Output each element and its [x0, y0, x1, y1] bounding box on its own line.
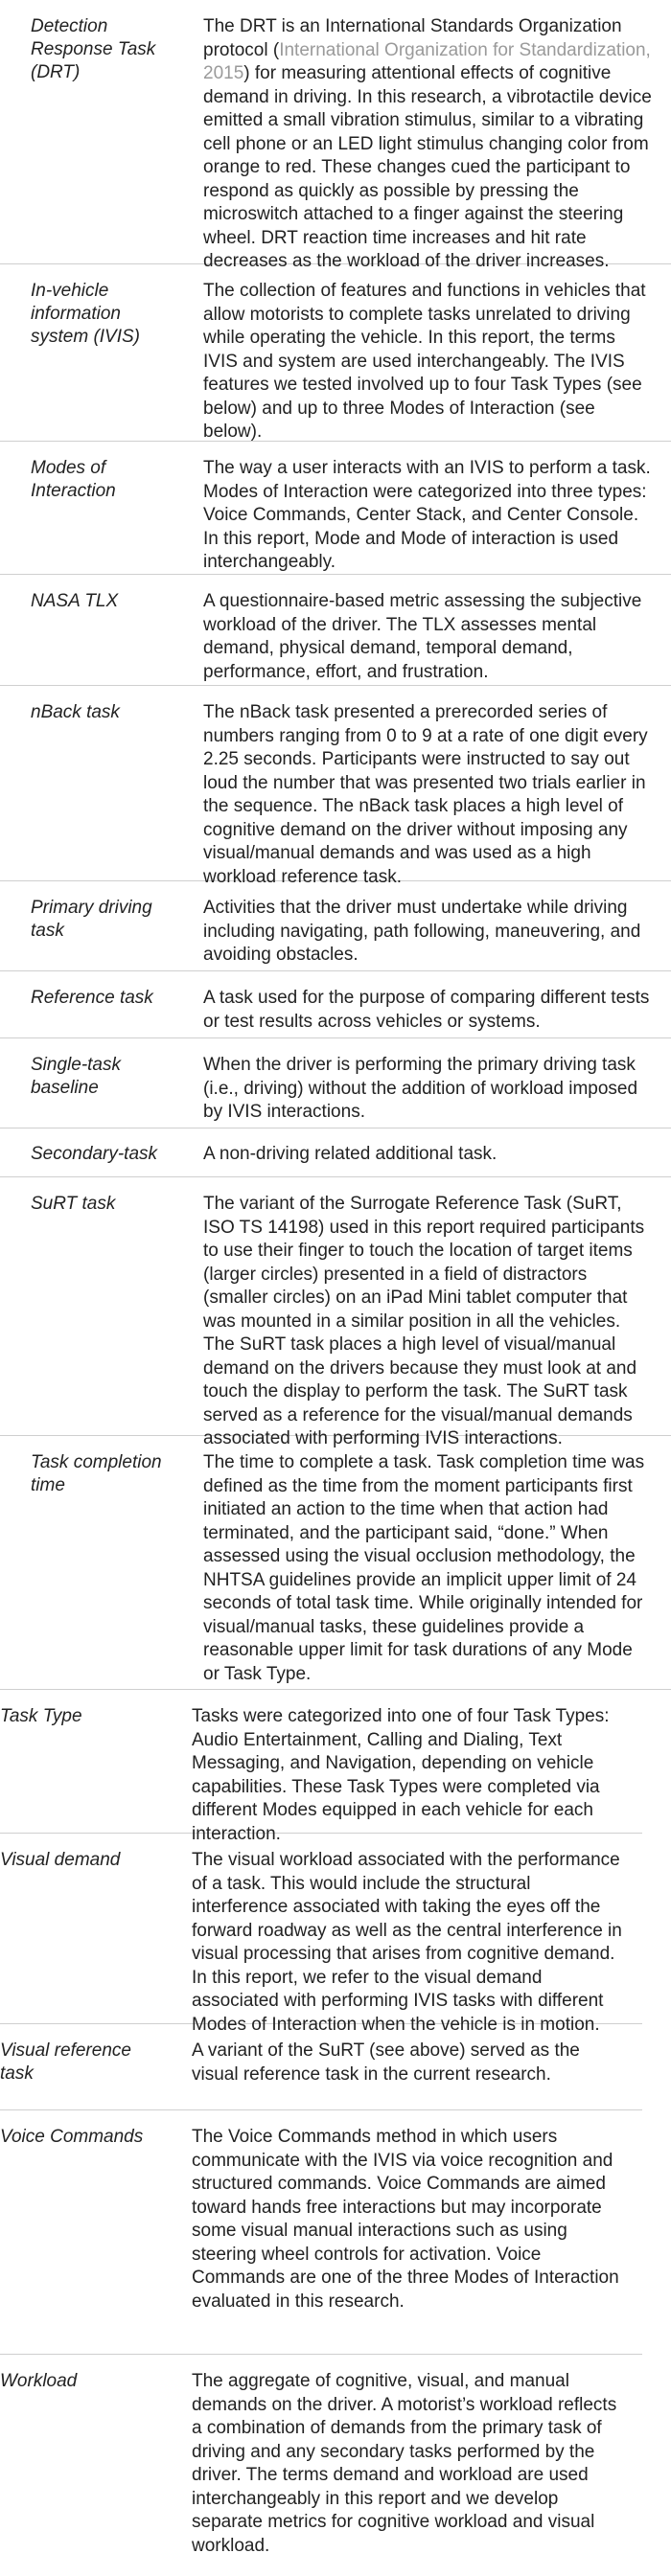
definition-text	[203, 15, 652, 274]
glossary-row-modes-of-interaction	[0, 442, 671, 575]
definition-text: The way a user interacts with an IVIS to perform a task. Modes of Interaction were categorized into three types: Voice Commands, Center Stack, and Center Console. In this report, Mode and Mode of interaction is used interchangeably.	[203, 458, 651, 572]
term-label: SuRT task	[31, 1194, 116, 1214]
glossary-row-visual-reference-task	[0, 2024, 642, 2110]
glossary-row-visual-demand	[0, 1834, 642, 2035]
glossary-row-secondary-task	[0, 1128, 671, 1177]
glossary-row-ivis	[0, 264, 671, 442]
term-label: Voice Commands	[0, 2127, 144, 2147]
term-label: Visual demand	[0, 1850, 121, 1870]
term-label: Task completion time	[31, 1452, 162, 1495]
definition-text: When the driver is performing the primary driving task (i.e., driving) without the addition of workload imposed by IVIS interactions.	[203, 1055, 638, 1122]
glossary-row-workload	[0, 2355, 642, 2576]
term-label: In-vehicle information system (IVIS)	[31, 281, 141, 347]
definition-text: The visual workload associated with the performance of a task. This would include the structural interference associated with taking the eyes off the forward roadway as well as the central interference in visual processing that arises from cognitive demand. In this report, we refer to the visual demand associated with performing IVIS tasks with different Modes of Interaction when the vehicle is in motion.	[192, 1850, 622, 2035]
definition-text: A variant of the SuRT (see above) served as the visual reference task in the current research.	[192, 2040, 580, 2085]
glossary-row-task-completion-time	[0, 1436, 671, 1690]
glossary-row-single-task-baseline	[0, 1038, 671, 1128]
term-label: Primary driving task	[31, 898, 152, 941]
definition-text: Tasks were categorized into one of four Task Types: Audio Entertainment, Calling and Dialing, Text Messaging, and Navigation, depending on vehicle capabilities. These Task Types were completed via different Modes equipped in each vehicle for each interaction.	[192, 1706, 610, 1844]
glossary-row-primary-driving-task	[0, 881, 671, 971]
definition-text: A task used for the purpose of comparing different tests or test results across vehicles or systems.	[203, 988, 650, 1032]
definition-text: A questionnaire-based metric assessing the subjective workload of the driver. The TLX assesses mental demand, physical demand, temporal demand, performance, effort, and frustration.	[203, 591, 642, 682]
glossary-row-nasa-tlx	[0, 575, 671, 686]
glossary-row-surt-task	[0, 1177, 671, 1448]
glossary-row-task-type	[0, 1690, 642, 1844]
glossary-row-reference-task	[0, 971, 671, 1038]
citation-link[interactable]: International Organization for Standardization, 2015	[203, 39, 651, 83]
definition-text-part: The DRT is an International Standards Organization protocol (	[203, 16, 622, 60]
term-label: Modes of Interaction	[31, 458, 116, 501]
term-label: Single-task baseline	[31, 1055, 121, 1098]
definition-text: The variant of the Surrogate Reference Task (SuRT, ISO TS 14198) used in this report required participants to use their finger to touch the location of target items (larger circles) presented in a field of distractors (smaller circles) on an iPad Mini tablet computer that was mounted in a similar position in all the vehicles. The SuRT task places a high level of visual/manual demand on the drivers because they must look at and touch the display to perform the task. The SuRT task served as a reference for the visual/manual demands associated with performing IVIS interactions.	[203, 1194, 645, 1448]
term-label: NASA TLX	[31, 591, 119, 611]
glossary-row-drt	[0, 0, 671, 271]
definition-text: The aggregate of cognitive, visual, and manual demands on the driver. A motorist’s workload reflects a combination of demands from the primary task of driving and any secondary tasks performed by the driver. The terms demand and workload are used interchangeably in this report and we develop separate metrics for cognitive workload and visual workload.	[192, 2371, 617, 2556]
definition-text: A non-driving related additional task.	[203, 1144, 497, 1164]
term-label: Visual reference task	[0, 2040, 131, 2084]
definition-text: The collection of features and functions in vehicles that allow motorists to complete tasks unrelated to driving while operating the vehicle. In this report, the terms IVIS and system are used interchangeably. The IVIS features we tested involved up to four Task Types (see below) and up to three Modes of Interaction (see below).	[203, 281, 646, 442]
definition-text-part: ) for measuring attentional effects of cognitive demand in driving. In this research, a vibrotactile device emitted a small vibration stimulus, similar to a vibrating cell phone or an LED light stimulus changing color from orange to red. These changes cued the participant to respond as quickly as possible by pressing the microswitch attached to a finger against the steering wheel. DRT reaction time increases and hit rate decreases as the workload of the driver increases.	[203, 63, 652, 271]
term-label: Detection Response Task (DRT)	[31, 16, 156, 82]
definition-text: The time to complete a task. Task completion time was defined as the time from the moment participants first initiated an action to the time when that action had terminated, and the participant said, “done.” When assessed using the visual occlusion methodology, the NHTSA guidelines provide an implicit upper limit of 24 seconds of total task time. While originally intended for visual/manual tasks, these guidelines provide a reasonable upper limit for task durations of any Mode or Task Type.	[203, 1452, 645, 1684]
term-label: Workload	[0, 2371, 78, 2391]
term-label: Task Type	[0, 1706, 82, 1726]
definition-text: The Voice Commands method in which users communicate with the IVIS via voice recognition and structured commands. Voice Commands are aimed toward hands free interactions but may incorporate some visual manual interactions such as using steering wheel controls for activation. Voice Commands are one of the three Modes of Interaction evaluated in this research.	[192, 2127, 619, 2312]
term-label: Reference task	[31, 988, 153, 1008]
glossary-row-voice-commands	[0, 2110, 642, 2355]
term-label: nBack task	[31, 702, 120, 722]
definition-text: The nBack task presented a prerecorded series of numbers ranging from 0 to 9 at a rate of one digit every 2.25 seconds. Participants were instructed to say out loud the number that was presented two trials earlier in the sequence. The nBack task places a high level of cognitive demand on the driver without imposing any visual/manual demands and was used as a high workload reference task.	[203, 702, 648, 887]
glossary-row-nback-task	[0, 686, 671, 887]
term-label: Secondary-task	[31, 1144, 158, 1164]
definition-text: Activities that the driver must undertake while driving including navigating, path following, maneuvering, and avoiding obstacles.	[203, 898, 641, 965]
